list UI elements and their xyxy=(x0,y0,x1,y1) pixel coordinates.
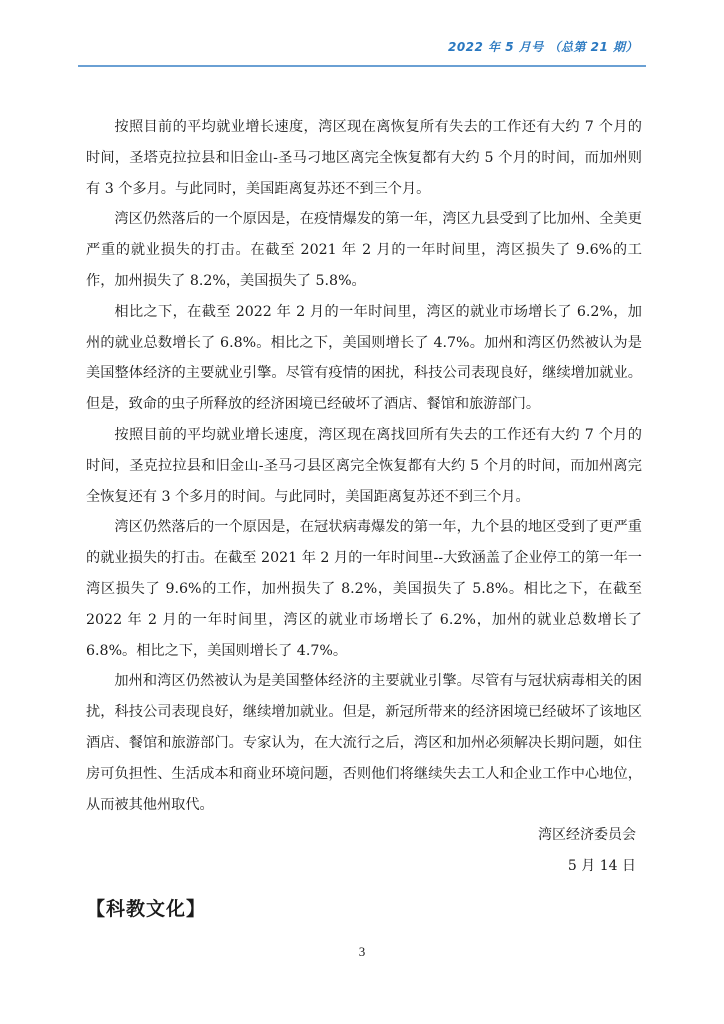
paragraph-2: 湾区仍然落后的一个原因是，在疫情爆发的第一年，湾区九县受到了比加州、全美更严重的就业损失的打击。在截至 2021 年 2 月的一年时间里，湾区损失了 9.6%的工作，加州损失了 8.2%，美国损失了 5.8%。 xyxy=(86,211,642,289)
paragraph-5: 湾区仍然落后的一个原因是，在冠状病毒爆发的第一年，九个县的地区受到了更严重的就业损失的打击。在截至 2021 年 2 月的一年时间里--大致涵盖了企业停工的第一年一湾区损失了 9.6%的工作，加州损失了 8.2%，美国损失了 5.8%。相比之下，在截至 2022 年 2 月的一年时间里，湾区的就业市场增长了 6.2%，加州的就业总数增长了 6.8%。相比之下，美国则增长了 4.7%。 xyxy=(86,519,642,659)
signature-date: 5 月 14 日 xyxy=(567,858,636,875)
page-number: 3 xyxy=(358,944,366,959)
issue-header: 2022 年 5 月号 （总第 21 期） xyxy=(447,40,638,54)
paragraph-4: 按照目前的平均就业增长速度，湾区现在离找回所有失去的工作还有大约 7 个月的时间，圣克拉拉县和旧金山-圣马刁县区离完全恢复都有大约 5 个月的时间，而加州离完全恢复还有 3 个多月的时间。与此同时，美国距离复苏还不到三个月。 xyxy=(86,426,642,505)
paragraph-3: 相比之下，在截至 2022 年 2 月的一年时间里，湾区的就业市场增长了 6.2%，加州的就业总数增长了 6.8%。相比之下，美国则增长了 4.7%。加州和湾区仍然被认为是美国整体经济的主要就业引擎。尽管有疫情的困扰，科技公司表现良好，继续增加就业。但是，致命的虫子所释放的经济困境已经破坏了酒店、餐馆和旅游部门。 xyxy=(86,303,642,413)
section-title: 【科教文化】 xyxy=(86,898,207,920)
header-divider xyxy=(78,65,646,67)
article-body xyxy=(86,112,642,882)
paragraph-1: 按照目前的平均就业增长速度，湾区现在离恢复所有失去的工作还有大约 7 个月的时间，圣塔克拉拉县和旧金山-圣马刁地区离完全恢复都有大约 5 个月的时间，而加州则有 3 个多月。与此同时，美国距离复苏还不到三个月。 xyxy=(86,119,642,197)
signature-organization: 湾区经济委员会 xyxy=(538,827,636,844)
paragraph-6: 加州和湾区仍然被认为是美国整体经济的主要就业引擎。尽管有与冠状病毒相关的困扰，科技公司表现良好，继续增加就业。但是，新冠所带来的经济困境已经破坏了该地区酒店、餐馆和旅游部门。专家认为，在大流行之后，湾区和加州必须解决长期问题，如住房可负担性、生活成本和商业环境问题，否则他们将继续失去工人和企业工作中心地位，从而被其他州取代。 xyxy=(86,673,642,813)
